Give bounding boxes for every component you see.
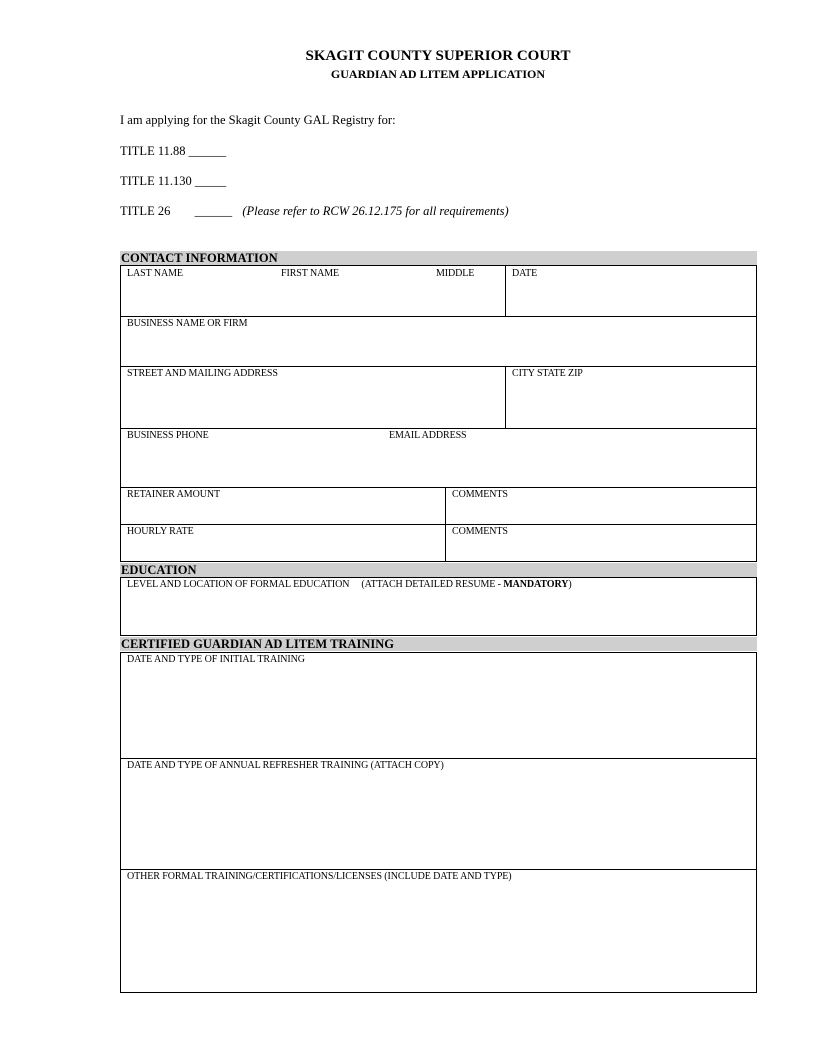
city-state-zip-field[interactable]: CITY STATE ZIP xyxy=(512,368,583,379)
training-section-header: CERTIFIED GUARDIAN AD LITEM TRAINING xyxy=(120,637,757,651)
title-11-130-blank[interactable]: _____ xyxy=(194,174,227,188)
street-address-field[interactable]: STREET AND MAILING ADDRESS xyxy=(127,368,278,379)
court-title: SKAGIT COUNTY SUPERIOR COURT xyxy=(305,48,571,64)
retainer-comments-field[interactable]: COMMENTS xyxy=(452,489,508,500)
retainer-amount-field[interactable]: RETAINER AMOUNT xyxy=(127,489,220,500)
title-26-row xyxy=(120,204,509,219)
business-name-field[interactable]: BUSINESS NAME OR FIRM xyxy=(127,318,248,329)
initial-training-field[interactable]: DATE AND TYPE OF INITIAL TRAINING xyxy=(127,654,305,665)
title-11-88-label: TITLE 11.88 xyxy=(120,144,186,158)
intro-text: I am applying for the Skagit County GAL Registry for: xyxy=(120,113,396,127)
other-training-field[interactable]: OTHER FORMAL TRAINING/CERTIFICATIONS/LICENSES (INCLUDE DATE AND TYPE) xyxy=(127,871,512,882)
middle-name-field[interactable]: MIDDLE xyxy=(436,268,475,279)
date-field[interactable]: DATE xyxy=(512,268,538,279)
title-11-130-row xyxy=(120,174,226,189)
form-title: GUARDIAN AD LITEM APPLICATION xyxy=(330,67,546,81)
education-label: LEVEL AND LOCATION OF FORMAL EDUCATION (ATTACH DETAILED RESUME - MANDATORY) xyxy=(127,579,572,590)
title-11-130-label: TITLE 11.130 xyxy=(120,174,192,188)
contact-table xyxy=(120,265,757,562)
hourly-rate-field[interactable]: HOURLY RATE xyxy=(127,526,194,537)
first-name-field[interactable]: FIRST NAME xyxy=(281,268,339,279)
hourly-comments-field[interactable]: COMMENTS xyxy=(452,526,508,537)
title-26-label: TITLE 26 xyxy=(120,204,171,218)
training-table xyxy=(120,652,757,993)
email-address-field[interactable]: EMAIL ADDRESS xyxy=(389,430,467,441)
education-box[interactable] xyxy=(120,577,757,636)
business-phone-field[interactable]: BUSINESS PHONE xyxy=(127,430,209,441)
title-11-88-row xyxy=(120,144,226,159)
title-11-88-blank[interactable]: ______ xyxy=(188,144,227,158)
contact-section-header: CONTACT INFORMATION xyxy=(120,251,757,265)
education-section-header: EDUCATION xyxy=(120,563,757,577)
title-26-note: (Please refer to RCW 26.12.175 for all requirements) xyxy=(242,204,509,218)
last-name-field[interactable]: LAST NAME xyxy=(127,268,183,279)
title-26-blank[interactable]: ______ xyxy=(194,204,233,218)
annual-refresher-field[interactable]: DATE AND TYPE OF ANNUAL REFRESHER TRAINING (ATTACH COPY) xyxy=(127,760,444,771)
mandatory-text: MANDATORY xyxy=(503,579,569,590)
